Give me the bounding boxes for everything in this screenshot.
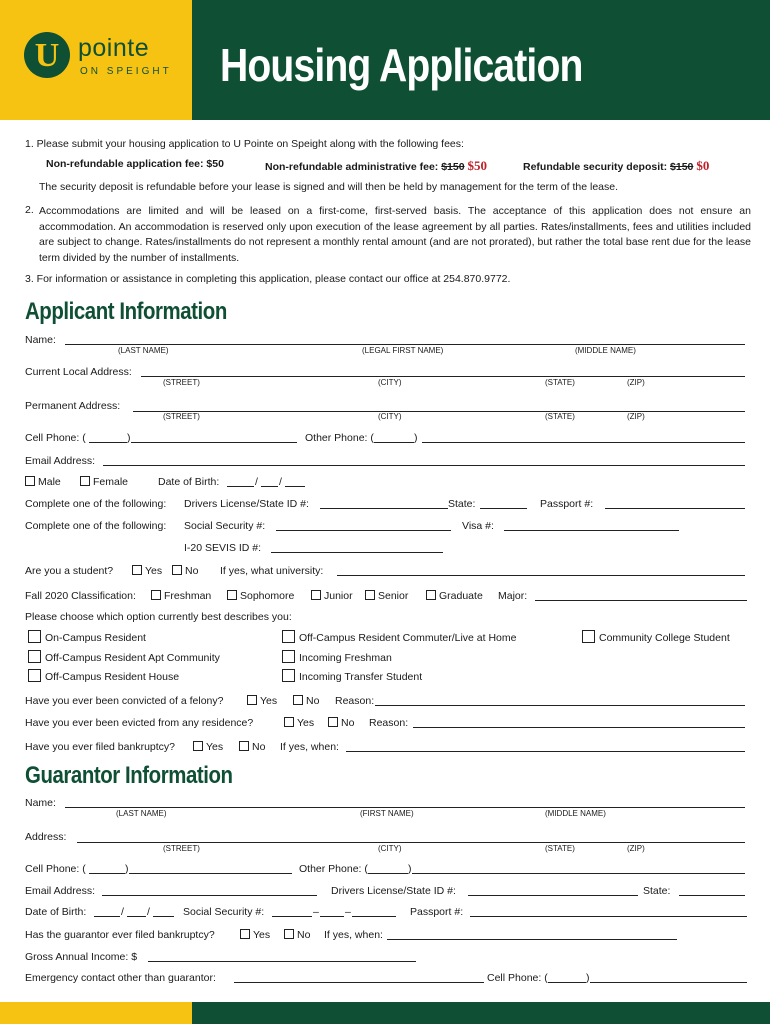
middle-name-caption: (MIDDLE NAME) <box>575 346 636 355</box>
g-bankruptcy-no[interactable] <box>284 929 310 941</box>
local-address-field[interactable] <box>141 376 745 377</box>
fee-administrative-new: $50 <box>467 158 487 173</box>
evicted-yes-checkbox[interactable] <box>284 717 294 727</box>
local-address-label: Current Local Address: <box>25 366 132 378</box>
sevis-label: I-20 SEVIS ID #: <box>184 542 262 554</box>
female-label: Female <box>93 476 129 488</box>
university-field[interactable] <box>337 575 745 576</box>
applicant-name-label: Name: <box>25 334 56 346</box>
g-ssn-part3-field[interactable] <box>352 916 396 917</box>
g-bankruptcy-question: Has the guarantor ever filed bankruptcy? <box>25 929 215 941</box>
junior-label: Junior <box>324 590 353 602</box>
g-other-phone-label: Other Phone: ( <box>299 863 368 875</box>
g-income-field[interactable] <box>148 961 416 962</box>
perm-city-caption: (CITY) <box>378 412 402 421</box>
emergency-contact-field[interactable] <box>234 982 484 983</box>
g-ssn-dash-2: – <box>345 906 351 918</box>
senior-label: Senior <box>378 590 409 602</box>
emergency-contact-label: Emergency contact other than guarantor: <box>25 972 216 984</box>
male-label: Male <box>38 476 61 488</box>
g-dob-day-field[interactable] <box>127 916 146 917</box>
complete-one-label-2: Complete one of the following: <box>25 520 167 532</box>
g-ssn-dash-1: – <box>313 906 319 918</box>
bankruptcy-when-label: If yes, when: <box>280 741 339 753</box>
g-street-caption: (STREET) <box>163 844 200 853</box>
instruction-2-number: 2. <box>25 204 34 216</box>
ssn-field[interactable] <box>276 530 451 531</box>
g-passport-field[interactable] <box>470 916 747 917</box>
first-name-caption: (LEGAL FIRST NAME) <box>362 346 444 355</box>
fee-security-deposit <box>523 158 709 174</box>
evicted-question: Have you ever been evicted from any residence? <box>25 717 254 729</box>
commuter-checkbox[interactable] <box>282 630 295 643</box>
junior-checkbox[interactable] <box>311 590 321 600</box>
dob-label: Date of Birth: <box>158 476 220 488</box>
apt-community-label: Off-Campus Resident Apt Community <box>45 652 220 664</box>
student-yes-label: Yes <box>145 565 163 577</box>
dob-day-field[interactable] <box>261 486 278 487</box>
g-cell-phone-area-field[interactable] <box>89 873 125 874</box>
bankruptcy-no-checkbox[interactable] <box>239 741 249 751</box>
g-other-phone-area-field[interactable] <box>368 873 408 874</box>
g-drivers-license-field[interactable] <box>468 895 638 896</box>
felony-no-label: No <box>306 695 320 707</box>
local-zip-caption: (ZIP) <box>627 378 645 387</box>
major-label: Major: <box>498 590 528 602</box>
evicted-no[interactable] <box>328 717 354 729</box>
perm-state-caption: (STATE) <box>545 412 575 421</box>
applicant-name-field[interactable] <box>65 344 745 345</box>
class-graduate[interactable] <box>426 590 483 602</box>
apt-community-checkbox[interactable] <box>28 650 41 663</box>
g-bankruptcy-when-field[interactable] <box>387 939 677 940</box>
male-checkbox[interactable] <box>25 476 35 486</box>
g-cell-phone-field[interactable] <box>129 873 292 874</box>
freshman-label: Freshman <box>164 590 212 602</box>
other-phone-paren: ) <box>414 432 418 444</box>
fee-deposit-label: Refundable security deposit: <box>523 161 668 173</box>
other-phone-field[interactable] <box>422 442 745 443</box>
instruction-1: 1. Please submit your housing application to U Pointe on Speight along with the following fees: <box>25 138 464 150</box>
guarantor-name-label: Name: <box>25 797 56 809</box>
felony-reason-label: Reason: <box>335 695 375 707</box>
guarantor-address-field[interactable] <box>77 842 745 843</box>
student-yes[interactable] <box>132 565 162 577</box>
emergency-cell-area-field[interactable] <box>548 982 586 983</box>
evicted-reason-label: Reason: <box>369 717 409 729</box>
choose-option-label: Please choose which option currently best describes you: <box>25 611 292 623</box>
dob-month-field[interactable] <box>227 486 254 487</box>
option-on-campus[interactable] <box>28 630 146 644</box>
g-dob-year-field[interactable] <box>153 916 174 917</box>
student-question: Are you a student? <box>25 565 114 577</box>
g-bankruptcy-yes-checkbox[interactable] <box>240 929 250 939</box>
permanent-address-label: Permanent Address: <box>25 400 121 412</box>
email-field[interactable] <box>103 465 745 466</box>
g-state-label: State: <box>643 885 671 897</box>
g-middle-name-caption: (MIDDLE NAME) <box>545 809 606 818</box>
cell-phone-field[interactable] <box>131 442 297 443</box>
bankruptcy-yes-checkbox[interactable] <box>193 741 203 751</box>
bankruptcy-yes-label: Yes <box>206 741 224 753</box>
evicted-no-checkbox[interactable] <box>328 717 338 727</box>
class-freshman[interactable] <box>151 590 211 602</box>
felony-no-checkbox[interactable] <box>293 695 303 705</box>
sophomore-checkbox[interactable] <box>227 590 237 600</box>
evicted-yes-label: Yes <box>297 717 315 729</box>
university-label: If yes, what university: <box>220 565 324 577</box>
incoming-freshman-checkbox[interactable] <box>282 650 295 663</box>
senior-checkbox[interactable] <box>365 590 375 600</box>
logo-pointe-text: pointe <box>78 34 150 62</box>
fee-administrative-old: $150 <box>441 161 465 173</box>
emergency-cell-paren: ) <box>586 972 590 984</box>
classification-label: Fall 2020 Classification: <box>25 590 136 602</box>
other-phone-label: Other Phone: ( <box>305 432 374 444</box>
cell-phone-paren: ) <box>127 432 131 444</box>
g-dob-label: Date of Birth: <box>25 906 87 918</box>
local-city-caption: (CITY) <box>378 378 402 387</box>
other-phone-area-field[interactable] <box>374 442 414 443</box>
student-no-label: No <box>185 565 199 577</box>
student-no[interactable] <box>172 565 198 577</box>
footer-green-band <box>192 1002 770 1024</box>
g-last-name-caption: (LAST NAME) <box>116 809 167 818</box>
evicted-reason-field[interactable] <box>413 727 745 728</box>
class-junior[interactable] <box>311 590 353 602</box>
complete-one-label-1: Complete one of the following: <box>25 498 167 510</box>
house-label: Off-Campus Resident House <box>45 671 180 683</box>
g-dob-slash-1: / <box>121 906 124 918</box>
passport-label: Passport #: <box>540 498 594 510</box>
g-other-phone-paren: ) <box>408 863 412 875</box>
option-community-college[interactable] <box>582 630 730 644</box>
g-passport-label: Passport #: <box>410 906 464 918</box>
gender-female[interactable] <box>80 476 128 488</box>
logo-on-speight-text: ON SPEIGHT <box>80 66 172 77</box>
fee-deposit-new: $0 <box>696 158 710 173</box>
class-senior[interactable] <box>365 590 408 602</box>
cell-phone-label: Cell Phone: ( <box>25 432 86 444</box>
incoming-freshman-label: Incoming Freshman <box>299 652 392 664</box>
option-apt-community[interactable] <box>28 650 220 664</box>
guarantor-section-title: Guarantor Information <box>25 762 233 789</box>
footer-yellow-band <box>0 1002 192 1024</box>
g-bankruptcy-yes[interactable] <box>240 929 270 941</box>
deposit-note: The security deposit is refundable before your lease is signed and will then be held by management for the term of the lease. <box>39 181 619 193</box>
email-label: Email Address: <box>25 455 96 467</box>
graduate-label: Graduate <box>439 590 483 602</box>
bankruptcy-no-label: No <box>252 741 266 753</box>
last-name-caption: (LAST NAME) <box>118 346 169 355</box>
dl-state-field[interactable] <box>480 508 527 509</box>
student-no-checkbox[interactable] <box>172 565 182 575</box>
transfer-checkbox[interactable] <box>282 669 295 682</box>
g-zip-caption: (ZIP) <box>627 844 645 853</box>
permanent-address-field[interactable] <box>133 411 745 412</box>
passport-field[interactable] <box>605 508 745 509</box>
g-drivers-license-label: Drivers License/State ID #: <box>331 885 456 897</box>
bankruptcy-question: Have you ever filed bankruptcy? <box>25 741 175 753</box>
evicted-yes[interactable] <box>284 717 314 729</box>
option-commuter[interactable] <box>282 630 516 644</box>
felony-yes[interactable] <box>247 695 277 707</box>
graduate-checkbox[interactable] <box>426 590 436 600</box>
g-email-field[interactable] <box>102 895 317 896</box>
logo-u-letter: U <box>34 37 60 74</box>
g-ssn-part2-field[interactable] <box>320 916 344 917</box>
g-cell-phone-paren: ) <box>125 863 129 875</box>
felony-yes-label: Yes <box>260 695 278 707</box>
fee-administrative <box>265 158 487 174</box>
g-dob-slash-2: / <box>147 906 150 918</box>
major-field[interactable] <box>535 600 747 601</box>
fee-administrative-label: Non-refundable administrative fee: <box>265 161 439 173</box>
gender-male[interactable] <box>25 476 61 488</box>
dl-state-label: State: <box>448 498 476 510</box>
house-checkbox[interactable] <box>28 669 41 682</box>
g-income-label: Gross Annual Income: $ <box>25 951 138 963</box>
drivers-license-field[interactable] <box>320 508 448 509</box>
g-email-label: Email Address: <box>25 885 96 897</box>
dob-slash-2: / <box>279 476 282 488</box>
on-campus-checkbox[interactable] <box>28 630 41 643</box>
local-state-caption: (STATE) <box>545 378 575 387</box>
dob-year-field[interactable] <box>285 486 305 487</box>
community-college-label: Community College Student <box>599 632 730 644</box>
dob-slash-1: / <box>255 476 258 488</box>
bankruptcy-no[interactable] <box>239 741 265 753</box>
option-transfer[interactable] <box>282 669 422 683</box>
g-bankruptcy-yes-label: Yes <box>253 929 271 941</box>
cell-phone-area-field[interactable] <box>89 442 127 443</box>
emergency-cell-label: Cell Phone: ( <box>487 972 548 984</box>
class-sophomore[interactable] <box>227 590 294 602</box>
commuter-label: Off-Campus Resident Commuter/Live at Home <box>299 632 517 644</box>
drivers-license-label: Drivers License/State ID #: <box>184 498 309 510</box>
freshman-checkbox[interactable] <box>151 590 161 600</box>
g-city-caption: (CITY) <box>378 844 402 853</box>
female-checkbox[interactable] <box>80 476 90 486</box>
g-bankruptcy-no-checkbox[interactable] <box>284 929 294 939</box>
felony-yes-checkbox[interactable] <box>247 695 257 705</box>
community-college-checkbox[interactable] <box>582 630 595 643</box>
fee-application: Non-refundable application fee: $50 <box>46 158 224 170</box>
sophomore-label: Sophomore <box>240 590 295 602</box>
local-street-caption: (STREET) <box>163 378 200 387</box>
perm-zip-caption: (ZIP) <box>627 412 645 421</box>
ssn-label: Social Security #: <box>184 520 266 532</box>
on-campus-label: On-Campus Resident <box>45 632 146 644</box>
g-state-caption: (STATE) <box>545 844 575 853</box>
student-yes-checkbox[interactable] <box>132 565 142 575</box>
g-first-name-caption: (FIRST NAME) <box>360 809 414 818</box>
applicant-section-title: Applicant Information <box>25 298 227 325</box>
fee-deposit-old: $150 <box>670 161 694 173</box>
option-house[interactable] <box>28 669 179 683</box>
bankruptcy-yes[interactable] <box>193 741 223 753</box>
transfer-label: Incoming Transfer Student <box>299 671 423 683</box>
g-cell-phone-label: Cell Phone: ( <box>25 863 86 875</box>
g-ssn-part1-field[interactable] <box>272 916 312 917</box>
sevis-field[interactable] <box>271 552 443 553</box>
g-state-field[interactable] <box>679 895 745 896</box>
visa-field[interactable] <box>504 530 679 531</box>
option-incoming-freshman[interactable] <box>282 650 392 664</box>
felony-question: Have you ever been convicted of a felony? <box>25 695 224 707</box>
g-ssn-label: Social Security #: <box>183 906 265 918</box>
bankruptcy-when-field[interactable] <box>346 751 745 752</box>
guarantor-address-label: Address: <box>25 831 67 843</box>
emergency-cell-field[interactable] <box>590 982 747 983</box>
guarantor-name-field[interactable] <box>65 807 745 808</box>
perm-street-caption: (STREET) <box>163 412 200 421</box>
g-other-phone-field[interactable] <box>412 873 745 874</box>
evicted-no-label: No <box>341 717 355 729</box>
instruction-2: Accommodations are limited and will be leased on a first-come, first-served basis. The acceptance of this application does not ensure an accommodation. An accommodation is reserved only upon execution of the lease agreement by all parties. Rates/installments, fees and utilities included are subject to change. Rates/installments do not represent a monthly rental amount (and are not prorated), but rather the total base rent due for the lease term divided by the number of installments. <box>39 205 751 264</box>
felony-reason-field[interactable] <box>375 705 745 706</box>
page-title: Housing Application <box>220 39 583 91</box>
visa-label: Visa #: <box>462 520 494 532</box>
g-dob-month-field[interactable] <box>94 916 120 917</box>
g-bankruptcy-when-label: If yes, when: <box>324 929 383 941</box>
g-bankruptcy-no-label: No <box>297 929 311 941</box>
felony-no[interactable] <box>293 695 319 707</box>
instruction-3: 3. For information or assistance in completing this application, please contact our office at 254.870.9772. <box>25 273 511 285</box>
